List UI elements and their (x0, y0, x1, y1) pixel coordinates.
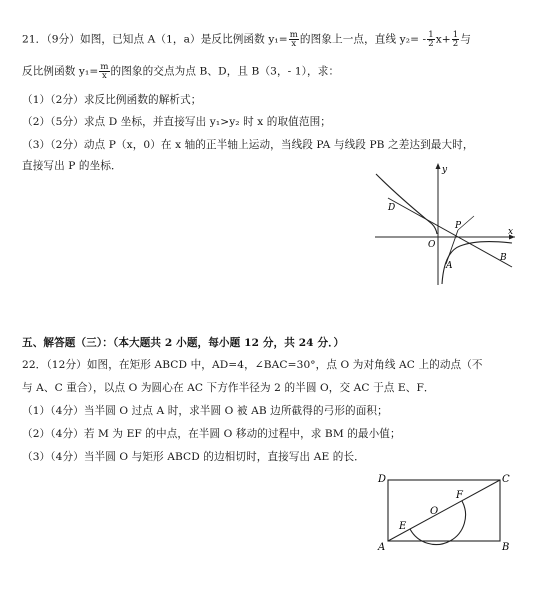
frac-numerator: m (289, 30, 298, 40)
q21-line2 (22, 63, 339, 80)
q21-graph-figure (370, 160, 520, 290)
label-b: B (502, 542, 510, 553)
q21-fraction-m-over-x-2 (99, 63, 109, 80)
q22-rectangle-figure (374, 470, 514, 560)
label-x: x (508, 227, 514, 237)
q22-part2: （2）（4分）若 M 为 EF 的中点，在半圆 O 移动的过程中，求 BM 的最小值； (22, 428, 401, 440)
q21-fraction-m-over-x (289, 31, 299, 48)
label-a: A (446, 261, 453, 271)
q22-part3: （3）（4分）当半圆 O 与矩形 ABCD 的边相切时，直接写出 AE 的长． (22, 451, 365, 463)
frac-denominator: 2 (428, 39, 434, 49)
q21-line1-text-c: x+ (435, 33, 451, 46)
q21-line2-text-a: 反比例函数 y₁= (22, 65, 99, 78)
label-b: B (500, 253, 507, 263)
line-y2 (388, 198, 512, 267)
frac-numerator: m (100, 62, 109, 72)
q22-line2: 与 A、C 重合），以点 O 为圆心在 AC 下方作半径为 2 的半圆 O，交 AC 于点 E、F． (22, 382, 435, 394)
label-d: D (388, 203, 396, 213)
label-d: D (378, 474, 387, 485)
frac-denominator: x (291, 39, 297, 49)
q21-part3a: （3）（2分）动点 P（x，0）在 x 轴的正半轴上运动，当线段 PA 与线段 PB 之差达到最大时， (22, 139, 474, 151)
frac-numerator: 1 (452, 30, 459, 40)
label-e: E (399, 521, 407, 532)
label-c: C (502, 474, 510, 485)
label-origin: O (428, 240, 436, 250)
label-f: F (456, 490, 463, 501)
frac-denominator: 2 (452, 39, 459, 49)
segment-pa (446, 230, 458, 264)
q21-part1: （1）（2分）求反比例函数的解析式； (22, 94, 202, 106)
q21-fraction-half-2 (452, 31, 460, 48)
section-5-header: 五、解答题（三）：（本大题共 2 小题，每小题 12 分，共 24 分．） (22, 337, 345, 349)
q21-fraction-half-1 (427, 31, 435, 48)
q22-line1: 22．（12分）如图，在矩形 ABCD 中，AD=4，∠BAC=30°，点 O 为对角线 AC 上的动点（不 (22, 359, 483, 371)
q21-line1 (22, 31, 471, 48)
q21-line1-text-b: 的图象上一点，直线 y₂= - (299, 33, 427, 46)
q21-part2: （2）（5分）求点 D 坐标，并直接写出 y₁>y₂ 时 x 的取值范围； (22, 116, 331, 128)
label-p: P (455, 221, 462, 231)
q21-part3b: 直接写出 P 的坐标． (22, 160, 122, 172)
frac-numerator: 1 (428, 30, 434, 40)
label-o: O (430, 506, 439, 517)
q21-line1-text-a: 21．（9分）如图，已知点 A（1，a）是反比例函数 y₁= (22, 33, 288, 46)
label-y: y (442, 165, 448, 175)
y-axis-arrow-icon (436, 163, 441, 169)
frac-denominator: x (101, 71, 107, 81)
label-a: A (378, 542, 386, 553)
q22-part1: （1）（4分）当半圆 O 过点 A 时，求半圆 O 被 AB 边所截得的弓形的面积； (22, 405, 388, 417)
hyperbola-branch-upper-left (376, 174, 437, 234)
q21-line1-text-d: 与 (460, 33, 471, 46)
q21-line2-text-b: 的图象的交点为点 B、D，且 B（3，- 1），求： (110, 65, 340, 78)
